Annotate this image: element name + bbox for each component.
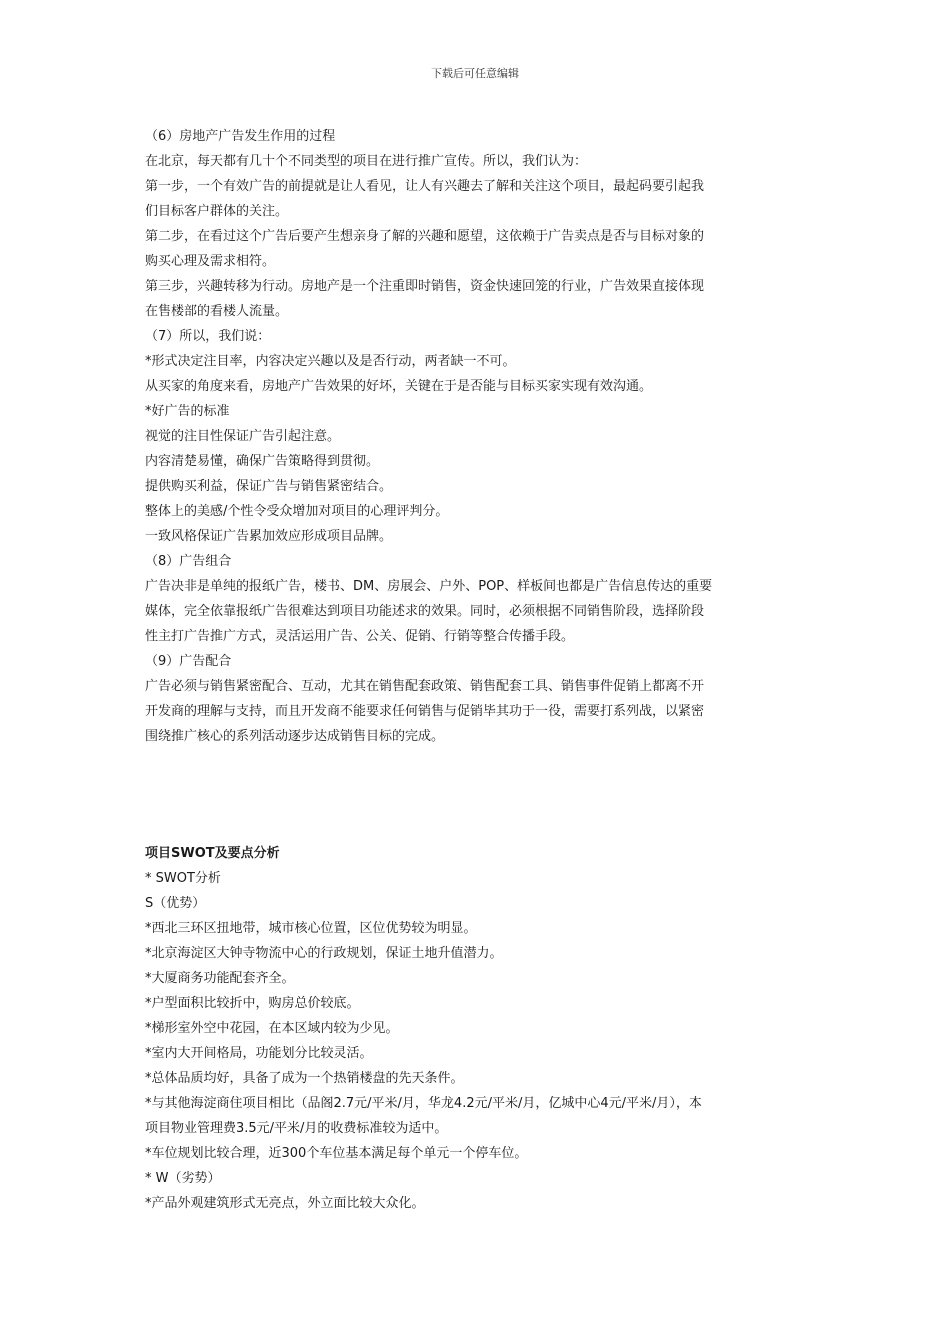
list-item: *西北三环区扭地带，城市核心位置，区位优势较为明显。 bbox=[145, 921, 477, 936]
list-item: *北京海淀区大钟寺物流中心的行政规划，保证土地升值潜力。 bbox=[145, 946, 503, 961]
paragraph-line: 第三步，兴趣转移为行动。房地产是一个注重即时销售，资金快速回笼的行业，广告效果直接体现 bbox=[145, 279, 705, 294]
paragraph-line: 从买家的角度来看，房地产广告效果的好坏，关键在于是否能与目标买家实现有效沟通。 bbox=[145, 379, 653, 394]
list-item: *户型面积比较折中，购房总价较底。 bbox=[145, 996, 360, 1011]
paragraph-line: 一致风格保证广告累加效应形成项目品牌。 bbox=[145, 529, 393, 544]
list-item: *与其他海淀商住项目相比（品阁2.7元/平米/月，华龙4.2元/平米/月，亿城中心4元/平米/月），本 bbox=[145, 1096, 702, 1111]
section-heading-6: （6）房地产广告发生作用的过程 bbox=[145, 129, 336, 144]
paragraph-line: 媒体，完全依靠报纸广告很难达到项目功能述求的效果。同时，必须根据不同销售阶段，选择阶段 bbox=[145, 604, 705, 619]
paragraph-line: 内容清楚易懂，确保广告策略得到贯彻。 bbox=[145, 454, 380, 469]
paragraph-line: 购买心理及需求相符。 bbox=[145, 254, 276, 269]
paragraph-line: 第一步，一个有效广告的前提就是让人看见，让人有兴趣去了解和关注这个项目，最起码要引起我 bbox=[145, 179, 705, 194]
strengths-heading: S（优势） bbox=[145, 896, 206, 911]
paragraph-line: 们目标客户群体的关注。 bbox=[145, 204, 289, 219]
list-item: *室内大开间格局，功能划分比较灵活。 bbox=[145, 1046, 373, 1061]
paragraph-line: *好广告的标准 bbox=[145, 404, 230, 419]
paragraph-line: 在北京，每天都有几十个不同类型的项目在进行推广宣传。所以，我们认为： bbox=[145, 154, 588, 169]
swot-heading: 项目SWOT及要点分析 bbox=[145, 846, 280, 861]
paragraph-line: 性主打广告推广方式，灵活运用广告、公关、促销、行销等整合传播手段。 bbox=[145, 629, 575, 644]
document-body-section-swot bbox=[145, 841, 810, 1216]
paragraph-line: 视觉的注目性保证广告引起注意。 bbox=[145, 429, 341, 444]
section-heading-9: （9）广告配合 bbox=[145, 654, 232, 669]
paragraph-line: 广告决非是单纯的报纸广告，楼书、DM、房展会、户外、POP、样板间也都是广告信息传达的重要 bbox=[145, 579, 713, 594]
paragraph-line: 第二步，在看过这个广告后要产生想亲身了解的兴趣和愿望，这依赖于广告卖点是否与目标对象的 bbox=[145, 229, 705, 244]
list-item: *产品外观建筑形式无亮点，外立面比较大众化。 bbox=[145, 1196, 425, 1211]
list-item: *总体品质均好，具备了成为一个热销楼盘的先天条件。 bbox=[145, 1071, 464, 1086]
paragraph-line: 在售楼部的看楼人流量。 bbox=[145, 304, 289, 319]
list-item: *车位规划比较合理，近300个车位基本满足每个单元一个停车位。 bbox=[145, 1146, 528, 1161]
list-item: 项目物业管理费3.5元/平米/月的收费标准较为适中。 bbox=[145, 1121, 448, 1136]
paragraph-line: 围绕推广核心的系列活动逐步达成销售目标的完成。 bbox=[145, 729, 445, 744]
paragraph-line: *形式决定注目率，内容决定兴趣以及是否行动，两者缺一不可。 bbox=[145, 354, 516, 369]
list-item: *大厦商务功能配套齐全。 bbox=[145, 971, 295, 986]
paragraph-line: 提供购买利益，保证广告与销售紧密结合。 bbox=[145, 479, 393, 494]
paragraph-line: 开发商的理解与支持，而且开发商不能要求任何销售与促销毕其功于一役，需要打系列战，以紧密 bbox=[145, 704, 705, 719]
paragraph-line: 整体上的美感/个性令受众增加对项目的心理评判分。 bbox=[145, 504, 449, 519]
document-body-section-advertising bbox=[145, 124, 810, 749]
paragraph-line: 广告必须与销售紧密配合、互动，尤其在销售配套政策、销售配套工具、销售事件促销上都离不开 bbox=[145, 679, 705, 694]
section-heading-7: （7）所以，我们说： bbox=[145, 329, 271, 344]
weaknesses-heading: * W（劣势） bbox=[145, 1171, 221, 1186]
section-heading-8: （8）广告组合 bbox=[145, 554, 232, 569]
list-item: *梯形室外空中花园，在本区域内较为少见。 bbox=[145, 1021, 399, 1036]
swot-subheading: * SWOT分析 bbox=[145, 871, 221, 886]
page-header: 下载后可任意编辑 bbox=[431, 67, 519, 80]
